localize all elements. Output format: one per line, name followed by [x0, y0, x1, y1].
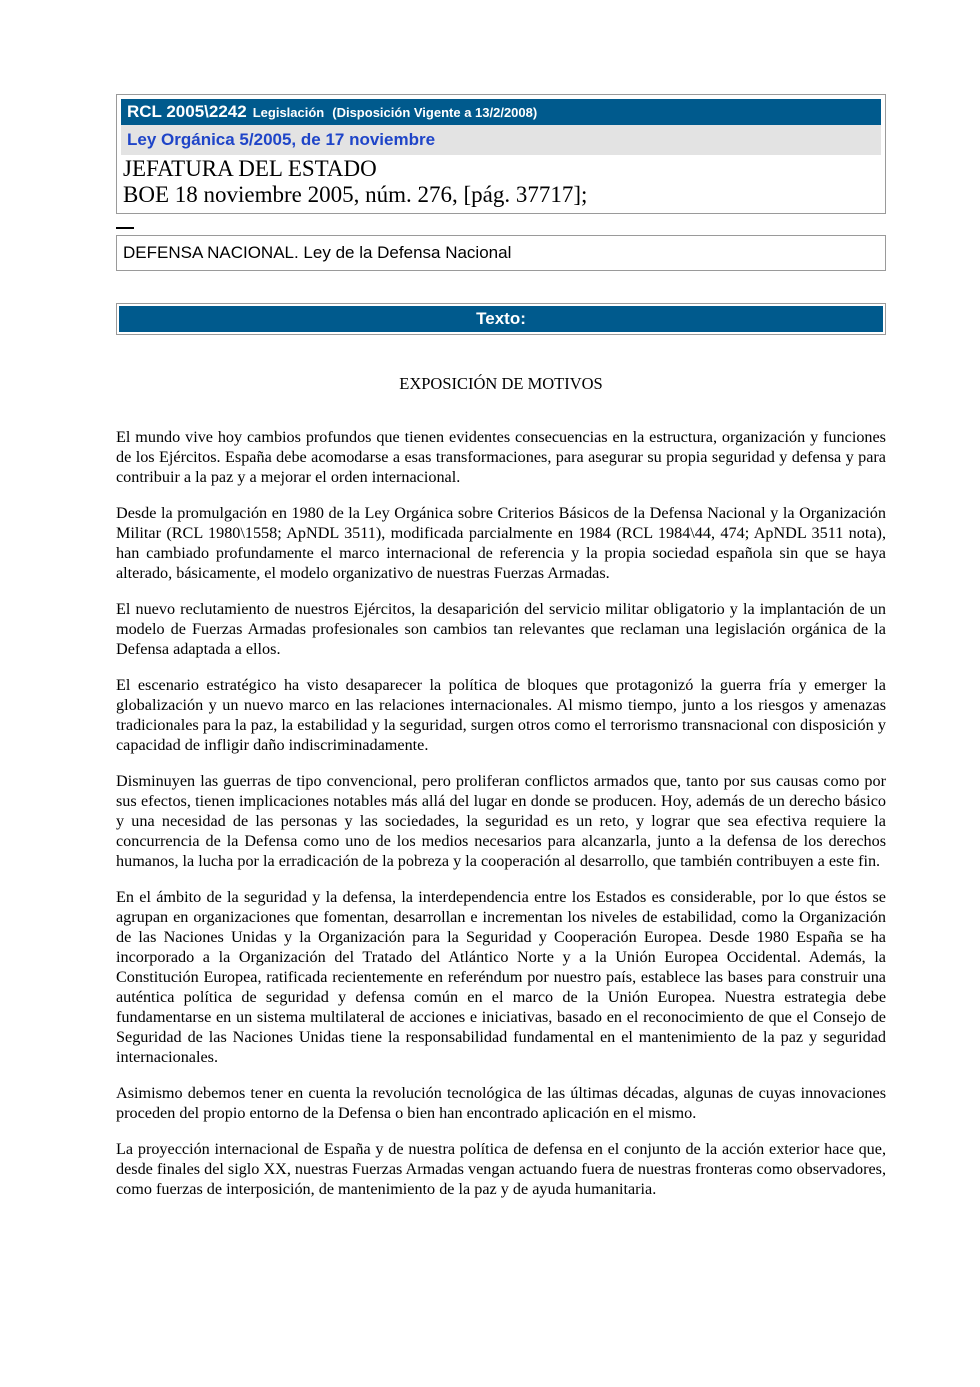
- document-header: [116, 94, 886, 214]
- paragraph: El mundo vive hoy cambios profundos que tienen evidentes consecuencias en la estructura, organización y funciones de los Ejércitos. España debe acomodarse a esas transformaciones, para asegurar su propia seguridad y defensa y para contribuir a la paz y a mejorar el orden internacional.: [116, 428, 886, 486]
- vigencia-status: (Disposición Vigente a 13/2/2008): [332, 104, 538, 120]
- paragraph: Desde la promulgación en 1980 de la Ley Orgánica sobre Criterios Básicos de la Defensa Nacional y la Organización Militar (RCL 1980\1558; ApNDL 3511), modificada parcialmente en 1984 (RCL 1984\44, 474; ApNDL 3511 nota), han cambiado profundamente el marco internacional de referencia y la propia sociedad española sin que se haya alterado, básicamente, el modelo organizativo de nuestras Fuerzas Armadas.: [116, 504, 886, 582]
- section-title: EXPOSICIÓN DE MOTIVOS: [399, 374, 603, 393]
- paragraph: El escenario estratégico ha visto desaparecer la política de bloques que protagonizó la guerra fría y emerger la globalización y un nuevo marco en las relaciones internacionales. Al mismo tiempo, junto a los riesgos y amenazas tradicionales para la paz, la estabilidad y la seguridad, surgen otros como el terrorismo transnacional con disposición y capacidad de infligir daño indiscriminadamente.: [116, 676, 886, 754]
- boe-reference: BOE 18 noviembre 2005, núm. 276, [pág. 37717];: [123, 182, 588, 207]
- texto-header: [116, 303, 886, 335]
- law-title: Ley Orgánica 5/2005, de 17 noviembre: [121, 125, 881, 155]
- paragraph: La proyección internacional de España y de nuestra política de defensa en el conjunto de la acción exterior hace que, desde finales del siglo XX, nuestras Fuerzas Armadas vengan actuando fuera de nuestras fronteras como observadores, como fuerzas de interposición, de mantenimiento de la paz y de ayuda humanitaria.: [116, 1140, 886, 1198]
- paragraph: Asimismo debemos tener en cuenta la revolución tecnológica de las últimas décadas, algunas de cuyas innovaciones proceden del propio entorno de la Defensa o bien han encontrado aplicación en el mismo.: [116, 1084, 886, 1122]
- reference-bar: [121, 99, 881, 125]
- texto-label: Texto:: [119, 306, 883, 332]
- rcl-code: RCL 2005\2242: [127, 102, 247, 121]
- document-type: Legislación: [252, 104, 325, 120]
- issuing-body: JEFATURA DEL ESTADO: [123, 156, 377, 181]
- body-text: [116, 427, 886, 1215]
- paragraph: Disminuyen las guerras de tipo convencional, pero proliferan conflictos armados que, tanto por sus causas como por sus efectos, tienen implicaciones notables más allá del lugar en donde se producen. Hoy, además de un derecho básico y una necesidad de las personas y las sociedades, la seguridad es un reto, y lograr que sea efectiva requiere la concurrencia de la Defensa como uno de los medios necesarios para alcanzarla, junto a la defensa de los derechos humanos, la lucha por la erradicación de la pobreza y la cooperación al desarrollo, que también contribuyen a este fin.: [116, 772, 886, 870]
- subject-text: DEFENSA NACIONAL. Ley de la Defensa Nacional: [123, 243, 512, 262]
- paragraph: El nuevo reclutamiento de nuestros Ejércitos, la desaparición del servicio militar obligatorio y la implantación de un modelo de Fuerzas Armadas profesionales son cambios tan relevantes que reclaman una legislación orgánica de la Defensa adaptada a ellos.: [116, 600, 886, 658]
- subject-box: [116, 235, 886, 271]
- paragraph: En el ámbito de la seguridad y la defensa, la interdependencia entre los Estados es considerable, por lo que éstos se agrupan en organizaciones que fomentan, desarrollan e incrementan los niveles de estabilidad, como la Organización de las Naciones Unidas y la Organización para la Seguridad y Cooperación Europea. Desde 1980 España se ha incorporado a la Organización del Tratado del Atlántico Norte y a la Unión Europea Occidental. Además, la Constitución Europea, ratificada recientemente en referéndum por nuestro país, establece las bases para construir una auténtica política de seguridad y defensa común en el marco de la Unión Europea. Nuestra estrategia debe fundamentarse en un sistema multilateral de acciones e iniciativas, basado en el reconocimiento de que el Consejo de Seguridad de las Naciones Unidas tiene la responsabilidad fundamental en el mantenimiento de la paz y seguridad internacionales.: [116, 888, 886, 1066]
- separator-dash: [116, 227, 134, 229]
